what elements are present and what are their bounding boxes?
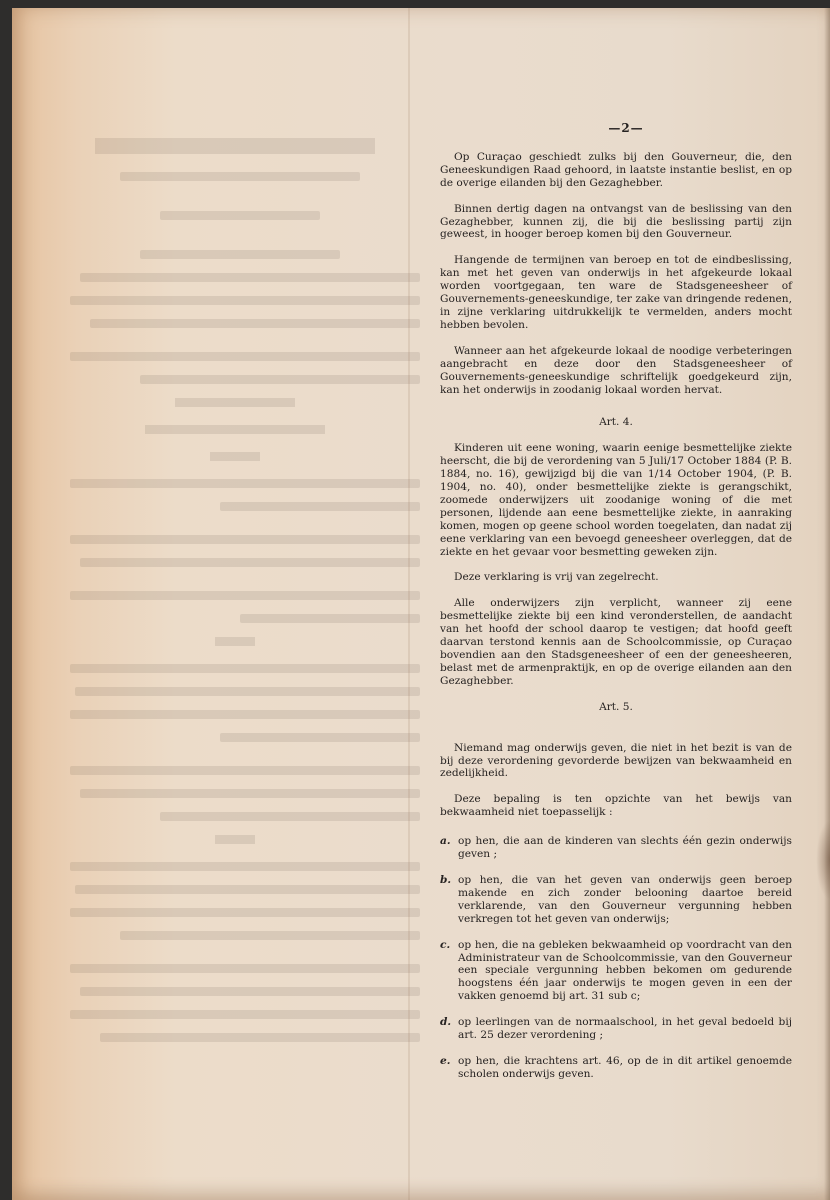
list-item-text: op hen, die krachtens art. 46, op de in dit artikel genoemde scholen onderwijs geven. xyxy=(458,1054,792,1080)
list-item-text: op hen, die van het geven van onderwijs geen beroep makende en zich zonder belooning daartoe bereid verklarende, van den Gouverneur vergunning hebben verkregen tot het geven van onderwijs; xyxy=(458,873,792,925)
list-item-letter: a. xyxy=(440,835,451,848)
list-item-text: op hen, die na gebleken bekwaamheid op voordracht van den Administrateur van de Schoolcommissie, van den Gouverneur een speciale vergunning hebben bekomen om gedurende hoogstens één jaar onderwijs te mogen geven in een der vakken genoemd bij art. 31 sub c; xyxy=(458,938,792,1003)
list-item-letter: e. xyxy=(440,1054,451,1067)
paragraph: Deze verklaring is vrij van zegelrecht. xyxy=(454,571,659,584)
list-item-letter: d. xyxy=(440,1016,452,1029)
page-fold xyxy=(408,8,410,1200)
paragraph: Niemand mag onderwijs geven, die niet in het bezit is van de bij deze verordening gevorderde bewijzen van bekwaamheid en zedelijkheid. xyxy=(440,741,792,780)
list-item-letter: c. xyxy=(440,938,451,951)
list-item-text: op leerlingen van de normaalschool, in het geval bedoeld bij art. 25 dezer verordening ; xyxy=(458,1016,792,1042)
paragraph: Hangende de termijnen van beroep en tot de eindbeslissing, kan met het geven van onderwijs in het afgekeurde lokaal worden voortgegaan, ten ware de Stadsgeneesheer of Gouvernements-geneeskundige, ter zake van dringende redenen, in zijne verklaring uitdrukkelijk te vermelden, anders mocht hebben bevolen. xyxy=(440,254,792,331)
list-item-text: op hen, die aan de kinderen van slechts één gezin onderwijs geven ; xyxy=(458,835,792,861)
list-item xyxy=(440,874,792,926)
list-item xyxy=(440,939,792,1004)
article-heading-4: Art. 4. xyxy=(599,416,633,429)
list-item xyxy=(440,835,792,861)
paragraph: Binnen dertig dagen na ontvangst van de beslissing van den Gezaghebber, kunnen zij, die bij die beslissing partij zijn geweest, in hooger beroep komen bij den Gouverneur. xyxy=(440,202,792,241)
text-column xyxy=(440,122,792,1094)
page-edge xyxy=(824,8,830,1200)
paragraph: Op Curaçao geschiedt zulks bij den Gouverneur, die, den Geneeskundigen Raad gehoord, in laatste instantie beslist, en op de overige eilanden bij den Gezaghebber. xyxy=(440,150,792,189)
paragraph: Alle onderwijzers zijn verplicht, wanneer zij eene besmettelijke ziekte bij een kind veronderstellen, de aandacht van het hoofd der school daarop te vestigen; dat hoofd geeft daarvan terstond kennis aan de Schoolcommissie, op Curaçao bovendien aan den Stadsgeneesheer of een der geneesheeren, belast met de armenpraktijk, en op de overige eilanden aan den Gezaghebber. xyxy=(440,597,792,687)
paragraph: Kinderen uit eene woning, waarin eenige besmettelijke ziekte heerscht, die bij de verordening van 5 Juli/17 October 1884 (P. B. 1884, no. 16), gewijzigd bij die van 1/14 October 1904, (P. B. 1904, no. 40), onder besmettelijke ziekte is gerangschikt, zoomede onderwijzers uit zoodanige woning of die met personen, lijdende aan eene besmettelijke ziekte, in aanraking komen, mogen op geene school worden toegelaten, dan nadat zij eene verklaring van een bevoegd geneesheer overleggen, dat de ziekte en het gevaar voor besmetting geweken zijn. xyxy=(440,442,792,558)
list-item-letter: b. xyxy=(440,873,452,886)
list-item xyxy=(440,1055,792,1081)
page-number: —2— xyxy=(608,121,644,135)
paragraph: Deze bepaling is ten opzichte van het bewijs van bekwaamheid niet toepasselijk : xyxy=(440,793,792,819)
article-heading-5: Art. 5. xyxy=(599,700,633,713)
bleed-through-text xyxy=(50,128,420,1028)
list-item xyxy=(440,1016,792,1042)
paragraph: Wanneer aan het afgekeurde lokaal de noodige verbeteringen aangebracht en deze door den Stadsgeneesheer of Gouvernements-geneeskundige schriftelijk goedgekeurd zijn, kan het onderwijs in zoodanig lokaal worden hervat. xyxy=(440,344,792,396)
paper-stain xyxy=(816,820,830,900)
